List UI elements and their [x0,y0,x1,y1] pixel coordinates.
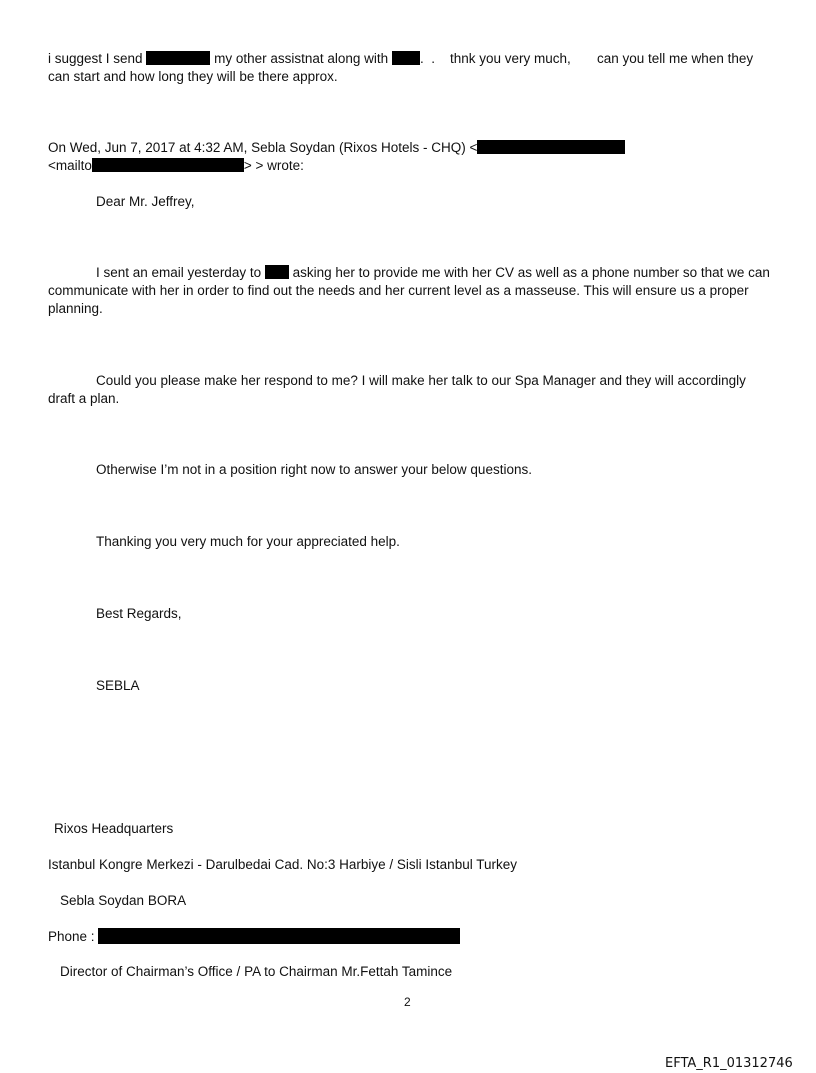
sig-address: Istanbul Kongre Merkezi - Darulbedai Cad. No:3 Harbiye / Sisli Istanbul Turkey [48,857,517,872]
body-line: Thanking you very much for your appreciated help. [96,534,400,549]
sig-name: Sebla Soydan BORA [60,893,187,908]
redaction-box [392,51,420,65]
mailto-text: <mailto [48,158,92,173]
body-text: I sent an email yesterday to [96,265,262,280]
quoted-header-line-2 [48,157,304,174]
quoted-header-text: On Wed, Jun 7, 2017 at 4:32 AM, Sebla Soydan (Rixos Hotels - CHQ) < [48,140,478,155]
body-line: Otherwise I’m not in a position right now to answer your below questions. [96,462,532,477]
phone-label: Phone : [48,929,95,944]
reply-line-1 [48,50,753,67]
body-text: asking her to provide me with her CV as well as a phone number so that we can [292,265,770,280]
reply-line-2: can start and how long they will be there approx. [48,69,338,84]
sig-company: Rixos Headquarters [54,821,174,836]
redaction-box [265,265,289,279]
page-number: 2 [404,995,411,1009]
redaction-box [98,928,460,944]
redaction-box [146,51,210,65]
bates-number: EFTA_R1_01312746 [665,1056,793,1071]
closing: Best Regards, [96,606,182,621]
body-line: communicate with her in order to find out the needs and her current level as a masseuse. This will ensure us a proper [48,283,749,298]
reply-text-c: . . thnk you very much, can you tell me when they [419,51,754,66]
redaction-box [477,140,625,154]
reply-text-a: i suggest I send [48,51,143,66]
reply-text-b: my other assistnat along with [214,51,389,66]
body-line: Could you please make her respond to me? I will make her talk to our Spa Manager and they will accordingly [96,373,746,388]
wrote-text: > > wrote: [243,158,304,173]
quoted-header-line-1 [48,139,625,156]
signer-name: SEBLA [96,678,140,693]
sig-phone [48,928,460,945]
greeting: Dear Mr. Jeffrey, [96,194,195,209]
body-line: draft a plan. [48,391,120,406]
body-line [96,264,770,281]
body-line: planning. [48,301,103,316]
sig-title: Director of Chairman’s Office / PA to Chairman Mr.Fettah Tamince [60,964,453,979]
redaction-box [92,158,244,172]
